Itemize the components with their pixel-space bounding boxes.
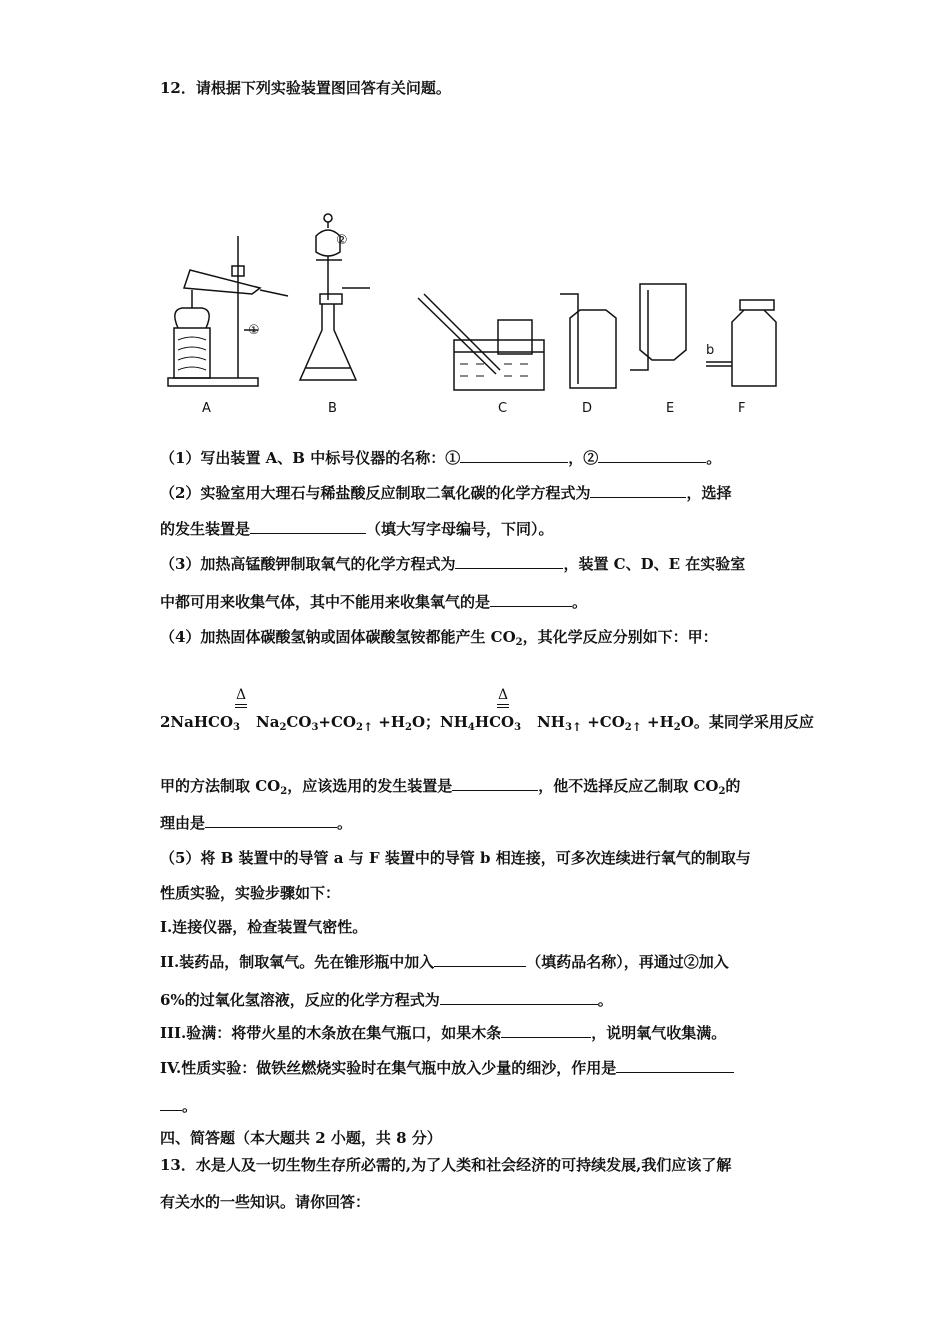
apparatus-c bbox=[418, 294, 544, 390]
step-3: III.验满：将带火星的木条放在集气瓶口，如果木条 ，说明氧气收集满。 bbox=[160, 1024, 727, 1042]
step-1: I.连接仪器，检查装置气密性。 bbox=[160, 918, 368, 936]
part-4-cont: 甲的方法制取 $CO_2$，应该选用的发生装置是 ，他不选择反应乙制取 $CO_2$的 bbox=[160, 777, 741, 797]
part-5: （5）将 B 装置中的导管 a 与 F 装置中的导管 b 相连接，可多次连续进行氧气的制取与 bbox=[160, 849, 751, 867]
marker-1: ① bbox=[248, 323, 260, 338]
step-2: II.装药品，制取氧气。先在锥形瓶中加入 （填药品名称），再通过②加入 bbox=[160, 953, 729, 971]
heat-symbol-2: Δ bbox=[491, 688, 515, 708]
part-4: （4）加热固体碳酸氢钠或固体碳酸氢铵都能产生 $CO_2$，其化学反应分别如下：甲： bbox=[160, 628, 718, 648]
part-5-cont: 性质实验，实验步骤如下： bbox=[160, 884, 341, 902]
label-f: F bbox=[738, 401, 746, 416]
answer-blank-11[interactable] bbox=[501, 1023, 591, 1038]
label-b: B bbox=[328, 401, 337, 416]
step-4: IV.性质实验：做铁丝燃烧实验时在集气瓶中放入少量的细沙，作用是 bbox=[160, 1058, 734, 1078]
step-4-cont: 。 bbox=[160, 1096, 197, 1116]
question-13-cont: 有关水的一些知识。请你回答： bbox=[160, 1193, 371, 1211]
part-1: （1）写出装置 A、B 中标号仪器的名称：① ，② 。 bbox=[160, 449, 722, 467]
part-3: （3）加热高锰酸钾制取氧气的化学方程式为 ，装置 C、D、E 在实验室 bbox=[160, 555, 746, 573]
answer-blank-10[interactable] bbox=[440, 990, 598, 1005]
answer-blank-2[interactable] bbox=[598, 448, 706, 463]
step-2-cont: 6%的过氧化氢溶液，反应的化学方程式为 。 bbox=[160, 991, 613, 1009]
section-4-heading: 四、简答题（本大题共 2 小题，共 8 分） bbox=[160, 1129, 442, 1147]
part-3-cont: 中都可用来收集气体，其中不能用来收集氧气的是 。 bbox=[160, 593, 588, 611]
answer-blank-12-cont[interactable] bbox=[160, 1096, 182, 1111]
answer-blank-5[interactable] bbox=[455, 554, 563, 569]
answer-blank-4[interactable] bbox=[250, 519, 366, 534]
marker-2: ② bbox=[336, 233, 348, 248]
heat-symbol-1: Δ bbox=[229, 688, 253, 708]
answer-blank-7[interactable] bbox=[452, 776, 538, 791]
part-4-reason: 理由是 。 bbox=[160, 814, 353, 832]
apparatus-e bbox=[630, 284, 686, 370]
label-a: A bbox=[202, 401, 211, 416]
label-e: E bbox=[666, 401, 675, 416]
question-13: 13．水是人及一切生物生存所必需的,为了人类和社会经济的可持续发展,我们应该了解 bbox=[160, 1156, 732, 1174]
label-c: C bbox=[498, 401, 508, 416]
part-2-cont: 的发生装置是 （填大写字母编号，下同）。 bbox=[160, 520, 554, 538]
apparatus-b bbox=[300, 214, 370, 380]
answer-blank-6[interactable] bbox=[490, 592, 572, 607]
answer-blank-8[interactable] bbox=[205, 813, 337, 828]
apparatus-figure bbox=[160, 200, 800, 425]
part-2: （2）实验室用大理石与稀盐酸反应制取二氧化碳的化学方程式为 ，选择 bbox=[160, 484, 732, 502]
answer-blank-1[interactable] bbox=[460, 448, 568, 463]
apparatus-f bbox=[706, 300, 776, 386]
answer-blank-3[interactable] bbox=[590, 483, 686, 498]
reaction-equations: 2NaHCO$_3$ $Na_2CO_3+CO_{2↑} +H_2O$；$NH_4HCO_3$ $NH_{3↑} +CO_{2↑} +H_2O$。某同学采用反应 bbox=[160, 713, 814, 734]
apparatus-d bbox=[560, 294, 616, 388]
tube-b-label: b bbox=[706, 343, 715, 358]
label-d: D bbox=[582, 401, 593, 416]
answer-blank-12[interactable] bbox=[616, 1058, 734, 1073]
apparatus-a bbox=[168, 236, 288, 386]
question-12-title: 12．请根据下列实验装置图回答有关问题。 bbox=[160, 79, 451, 97]
answer-blank-9[interactable] bbox=[434, 952, 526, 967]
